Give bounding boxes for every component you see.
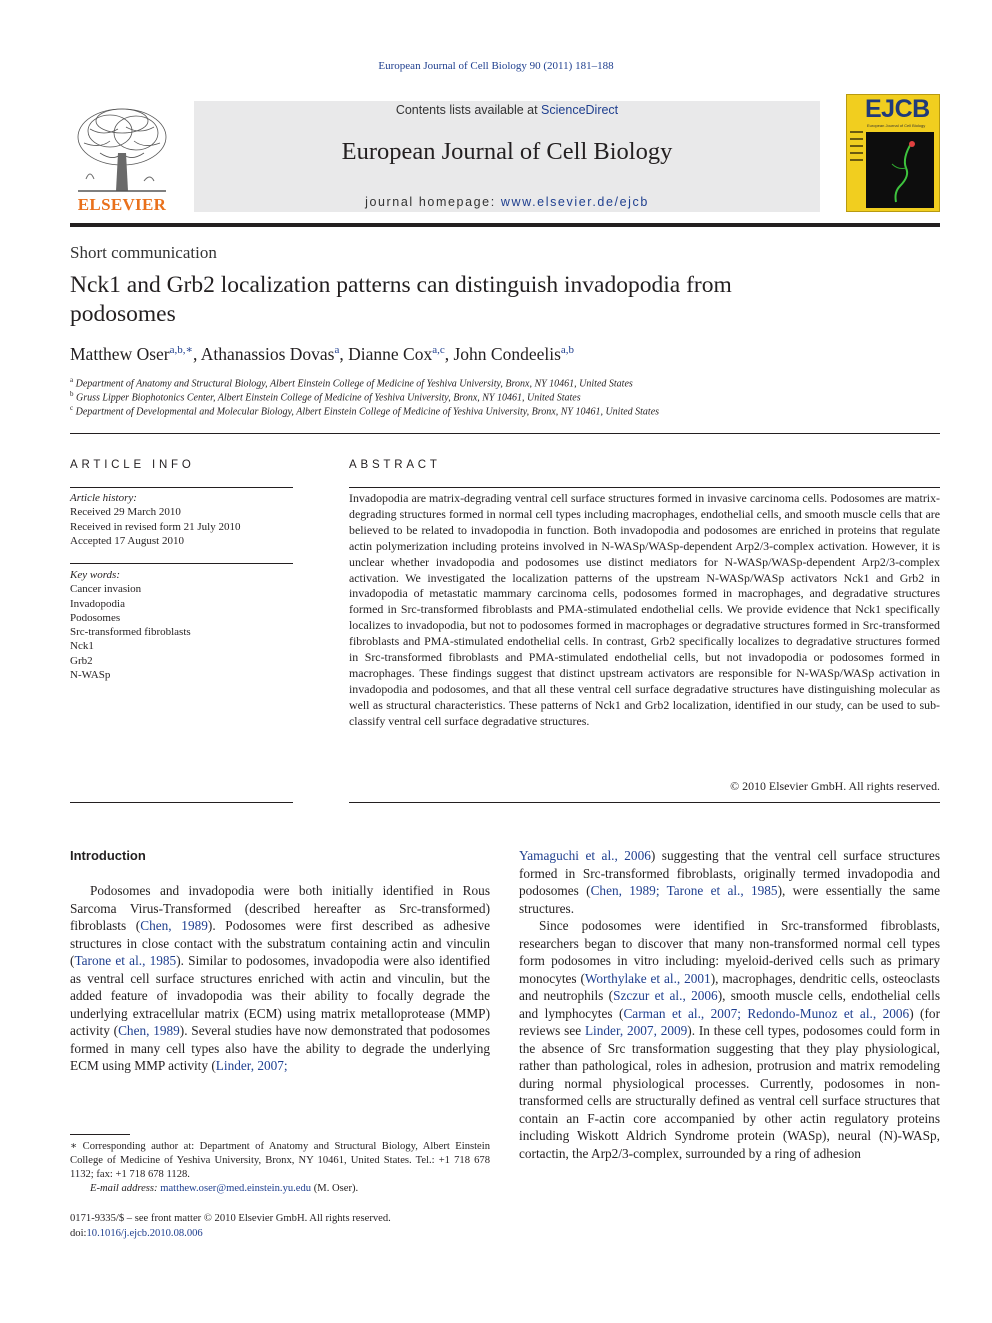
paragraph [519, 917, 940, 1162]
elsevier-logo [70, 103, 174, 215]
homepage-link[interactable]: www.elsevier.de/ejcb [500, 195, 649, 209]
left-column [70, 882, 490, 1075]
article-info-rule [70, 487, 293, 488]
affiliation-rule [70, 433, 940, 434]
affiliation-text: Department of Anatomy and Structural Biology, Albert Einstein College of Medicine of Yeshiva University, Bronx, NY 10461, United States [75, 378, 633, 390]
header-rule [70, 223, 940, 227]
affiliation-text: Department of Developmental and Molecular Biology, Albert Einstein College of Medicine of Yeshiva University, Bronx, NY 10461, United States [75, 406, 660, 418]
paragraph-text: ). Similar to podosomes, invadopodia were also identified as ventral cell surface structures enriched with actin and vinculin, but the added feature of invadopodia was their ability to focally degrade the underlying extracellular matrix (ECM) using matrix metalloprotease (MMP) activity ( [70, 953, 490, 1038]
elsevier-tree-icon [70, 103, 174, 195]
keywords [70, 568, 293, 682]
citation-link[interactable]: Yamaguchi et al., 2006 [519, 848, 651, 863]
email-link[interactable]: matthew.oser@med.einstein.yu.edu [160, 1183, 312, 1194]
author-name[interactable]: John Condeelis [453, 343, 561, 364]
cell-micrograph-icon [866, 132, 934, 208]
contents-line [194, 103, 820, 117]
article-info-bottom-rule [70, 802, 293, 803]
keyword-item: Podosomes [70, 611, 121, 624]
affiliation-mark: b [70, 390, 74, 398]
citation-link[interactable]: Szczur et al., 2006 [613, 988, 718, 1003]
author-affil-mark[interactable]: a,c [432, 344, 445, 356]
corresponding-author-note: ∗ Corresponding author at: Department of Anatomy and Structural Biology, Albert Einstein College of Medicine of Yeshiva University, Bronx, NY 10461, United States. Tel.: +1 718 678 1132; fax: +1 718 678 1128. [70, 1141, 490, 1180]
copyright: © 2010 Elsevier GmbH. All rights reserved. [730, 779, 940, 793]
affiliation-mark: a [70, 376, 74, 384]
keyword-item: N-WASp [70, 669, 111, 682]
paragraph-text: ). In these cell types, podosomes could form in the absence of Src transformation suggesting that they play physiological, rather than pathological, roles in adhesion, protrusion and matrix remodeling during normal physiological processes. Currently, podosomes in non-transformed cells are structurally defined as ventral cell surface structures that contain an F-actin core accompanied by other actin regulatory proteins including Wiskott Aldrich Syndrome protein (WASp), neural (N)-WASp, cortactin, the Arp2/3-complex, surrounded by a ring of adhesion [519, 1023, 940, 1161]
cover-image [866, 132, 934, 208]
keywords-rule [70, 563, 293, 564]
abstract-text: Invadopodia are matrix-degrading ventral cell surface structures formed in invasive carcinoma cells. Podosomes are matrix-degrading structures formed in normal cell types including macrophages, endothelial cells, and smooth muscle cells that are believed to be related to invadopodia in function. Both invadopodia and podosomes are enriched in proteins that regulate actin polymerization including proteins involved in N-WASp/WASp-dependent Arp2/3-complex activation. However, it is unclear whether invadopodia and podosomes use distinct mediators for N-WASp/WASp-dependent Arp2/3-complex activation. We investigated the localization patterns of the upstream N-WASp/WASp activators Nck1 and Grb2 in invadopodia of metastatic mammary carcinoma cells, podosomes formed in macrophages, and degradative structures formed in Src-transformed fibroblasts and PMA-stimulated endothelial cells. We provide evidence that Nck1 specifically localizes to invadopodia, but not to podosomes formed in macrophages or degradative structures formed in Src-transformed fibroblasts and PMA-stimulated endothelial cells. In contrast, Grb2 specifically localizes to degradative structures formed in Src-transformed fibroblasts and PMA-stimulated endothelial cells, but not invadopodia or podosomes formed in macrophages. These findings suggest that distinct upstream activators are responsible for N-WASp/WASp activation in invadopodia and podosomes, and that all these ventral cell surface degradative structures have distinguishing molecular as well as structural characteristics. These patterns of Nck1 and Grb2 localization, identified in our study, can be used to sub-classify ventral cell surface degradative structures. [349, 491, 940, 728]
journal-title: European Journal of Cell Biology [341, 138, 673, 165]
paragraph-text: ), smooth muscle cells, endothelial cells and lymphocytes ( [519, 988, 940, 1021]
author-affil-mark[interactable]: a,b,∗ [169, 344, 193, 356]
citation-link[interactable]: Chen, 1989; Tarone et al., 1985 [590, 883, 778, 898]
paragraph-text: ) (for reviews see [519, 1005, 940, 1038]
citation-link[interactable]: Chen, 1989 [140, 918, 208, 933]
author-list: Matthew Oser$^{a,b,∗}$, Athanassios Dovas$^a$, Dianne Cox$^{a,c}$, John Condeelis$^{a,b}$ [70, 343, 575, 364]
journal-banner [194, 101, 820, 212]
issn-line: 0171-9335/$ – see front matter © 2010 Elsevier GmbH. All rights reserved. [70, 1213, 391, 1224]
journal-reference[interactable]: European Journal of Cell Biology 90 (2011) 181–188 [378, 60, 614, 72]
citation-link[interactable]: Chen, 1989 [118, 1023, 180, 1038]
email-label: E-mail address: [90, 1183, 161, 1194]
keywords-label: Key words: [70, 569, 121, 581]
article-history [70, 491, 293, 548]
history-item: Received 29 March 2010 [70, 506, 181, 519]
citation-link[interactable]: Carman et al., 2007; Redondo-Munoz et al., 2006 [623, 1005, 910, 1021]
cover-subtitle: European Journal of Cell Biology [867, 123, 926, 128]
article-type: Short communication [70, 243, 217, 262]
paragraph-text: ) suggesting that the ventral cell surface structures formed in Src-transformed fibroblasts, originally termed invadopodia and podosomes ( [519, 848, 940, 898]
affiliation-text: Gruss Lipper Biophotonics Center, Albert Einstein College of Medicine of Yeshiva University, Bronx, NY 10461, United States [76, 392, 581, 404]
elsevier-wordmark: ELSEVIER [77, 195, 167, 214]
author-affil-mark[interactable]: a,b [560, 344, 575, 356]
sciencedirect-link[interactable]: ScienceDirect [541, 103, 619, 117]
paragraph-text: Since podosomes were identified in Src-transformed fibroblasts, researchers began to discover that many non-transformed normal cell types form podosomes in vitro including: myeloid-derived cells such as primary monocytes ( [519, 918, 940, 986]
author-name[interactable]: Dianne Cox [348, 343, 433, 364]
abstract-bottom-rule [349, 802, 940, 803]
article-info-heading: ARTICLE INFO [70, 459, 195, 471]
history-item: Accepted 17 August 2010 [70, 534, 184, 547]
author-name[interactable]: Matthew Oser [70, 343, 170, 364]
right-column [519, 847, 940, 1162]
cover-side-text [850, 131, 863, 166]
homepage-prefix: journal homepage: [365, 195, 501, 209]
paragraph-text: ), were essentially the same structures. [519, 883, 941, 916]
paragraph [519, 847, 940, 917]
paragraph [70, 882, 490, 1075]
email-suffix: (M. Oser). [311, 1183, 359, 1194]
author-name[interactable]: Athanassios Dovas [200, 343, 335, 364]
introduction-heading: Introduction [70, 848, 146, 863]
citation-link[interactable]: Linder, 2007; [215, 1058, 288, 1073]
doi-line [70, 1226, 391, 1241]
contents-prefix: Contents lists available at [395, 103, 542, 117]
keyword-item: Grb2 [70, 654, 93, 667]
doi-label: doi: [70, 1228, 87, 1239]
doi-link[interactable]: 10.1016/j.ejcb.2010.08.006 [86, 1228, 203, 1239]
history-label: Article history: [70, 492, 137, 504]
author-affil-mark[interactable]: a [334, 344, 340, 356]
paragraph-text: ), macrophages, dendritic cells, osteoclasts and neutrophils ( [519, 970, 940, 1003]
footnote-rule [70, 1134, 130, 1135]
abstract-heading: ABSTRACT [349, 459, 441, 471]
footer [70, 1211, 391, 1241]
affiliation [70, 390, 581, 403]
citation-link[interactable]: Linder, 2007, 2009 [584, 1023, 688, 1038]
abstract-rule [349, 487, 940, 488]
cover-title: EJCB [865, 95, 930, 123]
paragraph-text: ). Several studies have now demonstrated that podosomes formed in many cell types also have the ability to degrade the underlying ECM using MMP activity ( [70, 1023, 490, 1073]
paragraph-text: ). Podosomes were first described as adhesive structures in close contact with the substratum containing actin and vinculin ( [70, 918, 491, 968]
keyword-item: Cancer invasion [70, 583, 142, 596]
email-line [70, 1182, 490, 1196]
affiliation-mark: c [70, 404, 74, 412]
article-title: Nck1 and Grb2 localization patterns can distinguish invadopodia from podosomes [70, 272, 732, 327]
affiliation [70, 404, 659, 417]
paragraph-text: Podosomes and invadopodia were both initially identified in Rous Sarcoma Virus-Transformed (described hereafter as Src-transformed) fibroblasts ( [70, 883, 490, 933]
affiliation [70, 376, 633, 389]
history-item: Received in revised form 21 July 2010 [70, 520, 241, 533]
keyword-item: Nck1 [70, 640, 94, 653]
footnote [70, 1140, 490, 1196]
homepage-line [194, 195, 820, 209]
journal-cover[interactable] [846, 94, 940, 212]
citation-link[interactable]: Worthylake et al., 2001 [584, 970, 711, 986]
keyword-item: Invadopodia [70, 597, 125, 610]
citation-link[interactable]: Tarone et al., 1985 [74, 953, 177, 968]
keyword-item: Src-transformed fibroblasts [70, 626, 191, 639]
